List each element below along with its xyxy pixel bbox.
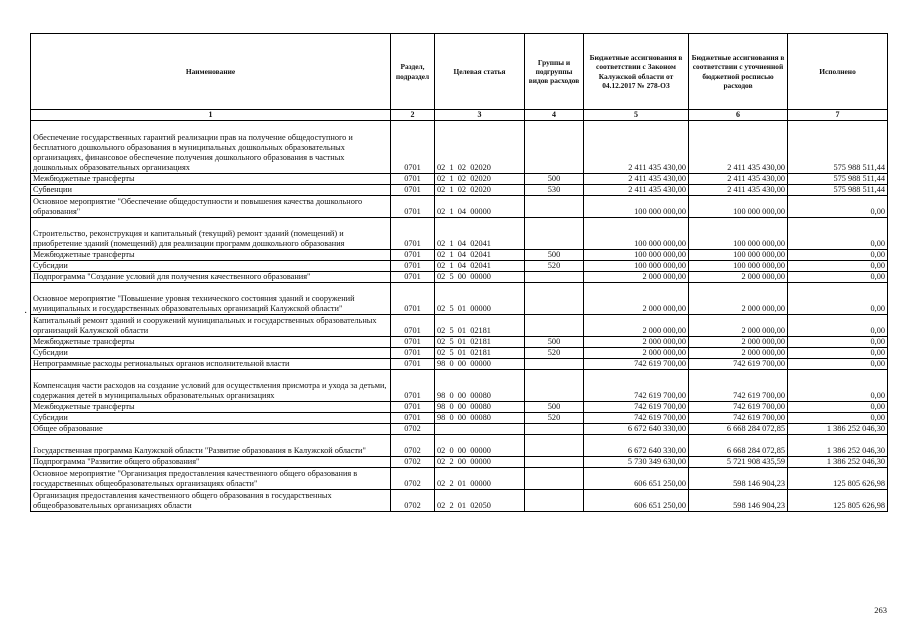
row-refined-amount-cell: 2 000 000,00 [689, 315, 788, 337]
row-refined-amount-cell: 2 411 435 430,00 [689, 185, 788, 196]
row-group-cell [525, 196, 584, 218]
table-row [31, 185, 888, 196]
header-executed: Исполнено [788, 34, 888, 110]
row-law-amount-cell: 100 000 000,00 [584, 196, 689, 218]
table-row [31, 315, 888, 337]
row-section-cell: 0702 [391, 468, 435, 490]
row-article-cell: 98 0 00 00080 [435, 413, 525, 424]
table-row [31, 283, 888, 315]
column-number: 2 [391, 110, 435, 121]
row-article-cell: 02 5 01 02181 [435, 337, 525, 348]
row-executed-amount-cell: 0,00 [788, 250, 888, 261]
row-section-cell: 0702 [391, 457, 435, 468]
row-article-cell: 02 1 04 02041 [435, 218, 525, 250]
row-refined-amount-cell: 2 000 000,00 [689, 283, 788, 315]
column-number: 7 [788, 110, 888, 121]
row-executed-amount-cell: 0,00 [788, 370, 888, 402]
row-group-cell: 520 [525, 348, 584, 359]
row-section-cell: 0702 [391, 435, 435, 457]
row-executed-amount-cell: 125 805 626,98 [788, 468, 888, 490]
row-executed-amount-cell: 0,00 [788, 348, 888, 359]
row-group-cell [525, 121, 584, 174]
row-group-cell [525, 435, 584, 457]
row-name-cell: Субвенции [31, 185, 391, 196]
row-article-cell [435, 424, 525, 435]
row-executed-amount-cell: 575 988 511,44 [788, 121, 888, 174]
table-row [31, 435, 888, 457]
row-group-cell: 500 [525, 402, 584, 413]
page-number: 263 [874, 605, 887, 615]
row-section-cell: 0701 [391, 185, 435, 196]
row-article-cell: 02 1 02 02020 [435, 185, 525, 196]
row-law-amount-cell: 100 000 000,00 [584, 218, 689, 250]
row-group-cell: 530 [525, 185, 584, 196]
row-article-cell: 02 5 01 02181 [435, 348, 525, 359]
row-executed-amount-cell: 0,00 [788, 261, 888, 272]
row-group-cell [525, 490, 584, 512]
row-group-cell: 520 [525, 261, 584, 272]
row-executed-amount-cell: 0,00 [788, 218, 888, 250]
row-refined-amount-cell: 2 000 000,00 [689, 272, 788, 283]
row-law-amount-cell: 742 619 700,00 [584, 413, 689, 424]
row-refined-amount-cell: 100 000 000,00 [689, 250, 788, 261]
row-refined-amount-cell: 100 000 000,00 [689, 196, 788, 218]
row-article-cell: 02 1 04 02041 [435, 261, 525, 272]
row-section-cell: 0702 [391, 490, 435, 512]
table-row [31, 468, 888, 490]
table-row [31, 402, 888, 413]
row-name-cell: Непрограммные расходы региональных органов исполнительной власти [31, 359, 391, 370]
row-refined-amount-cell: 100 000 000,00 [689, 218, 788, 250]
row-section-cell: 0701 [391, 283, 435, 315]
row-article-cell: 02 5 00 00000 [435, 272, 525, 283]
row-name-cell: Капитальный ремонт зданий и сооружений муниципальных и государственных образовательных организаций Калужской области [31, 315, 391, 337]
column-number: 3 [435, 110, 525, 121]
table-row [31, 250, 888, 261]
row-executed-amount-cell: 1 386 252 046,30 [788, 457, 888, 468]
row-name-cell: Подпрограмма "Создание условий для получения качественного образования" [31, 272, 391, 283]
row-section-cell: 0701 [391, 250, 435, 261]
row-refined-amount-cell: 742 619 700,00 [689, 359, 788, 370]
row-refined-amount-cell: 2 000 000,00 [689, 348, 788, 359]
row-section-cell: 0701 [391, 337, 435, 348]
row-name-cell: Компенсация части расходов на создание условий для осуществления присмотра и ухода за детьми, содержания детей в муниципальных образовательных организациях [31, 370, 391, 402]
table-row [31, 348, 888, 359]
row-name-cell: Строительство, реконструкция и капитальный (текущий) ремонт зданий (помещений) и приобретение зданий (помещений) для реализации программ дошкольного образования [31, 218, 391, 250]
row-law-amount-cell: 6 672 640 330,00 [584, 424, 689, 435]
row-name-cell: Подпрограмма "Развитие общего образования" [31, 457, 391, 468]
row-executed-amount-cell: 125 805 626,98 [788, 490, 888, 512]
row-law-amount-cell: 2 000 000,00 [584, 315, 689, 337]
row-group-cell: 520 [525, 413, 584, 424]
row-section-cell: 0702 [391, 424, 435, 435]
column-number: 6 [689, 110, 788, 121]
row-executed-amount-cell: 575 988 511,44 [788, 174, 888, 185]
row-section-cell: 0701 [391, 174, 435, 185]
table-row [31, 337, 888, 348]
table-row [31, 261, 888, 272]
row-law-amount-cell: 606 651 250,00 [584, 490, 689, 512]
row-section-cell: 0701 [391, 196, 435, 218]
margin-mark: · [24, 308, 28, 319]
row-section-cell: 0701 [391, 370, 435, 402]
table-row [31, 424, 888, 435]
row-executed-amount-cell: 0,00 [788, 283, 888, 315]
header-law-allocations: Бюджетные ассигнования в соответствии с Законом Калужской области от 04.12.2017 № 278-ОЗ [584, 34, 689, 110]
row-group-cell [525, 218, 584, 250]
table-header-row [31, 34, 888, 110]
row-name-cell: Основное мероприятие "Повышение уровня технического состояния зданий и сооружений муниципальных и государственных образовательных организаций Калужской области" [31, 283, 391, 315]
row-article-cell: 02 2 01 02050 [435, 490, 525, 512]
row-group-cell [525, 283, 584, 315]
row-executed-amount-cell: 0,00 [788, 359, 888, 370]
row-group-cell [525, 272, 584, 283]
row-section-cell: 0701 [391, 121, 435, 174]
row-section-cell: 0701 [391, 272, 435, 283]
row-article-cell: 02 1 02 02020 [435, 121, 525, 174]
budget-execution-table [30, 33, 888, 512]
row-refined-amount-cell: 2 411 435 430,00 [689, 121, 788, 174]
row-law-amount-cell: 6 672 640 330,00 [584, 435, 689, 457]
row-name-cell: Субсидии [31, 261, 391, 272]
row-name-cell: Общее образование [31, 424, 391, 435]
row-refined-amount-cell: 2 000 000,00 [689, 337, 788, 348]
row-section-cell: 0701 [391, 359, 435, 370]
row-name-cell: Субсидии [31, 348, 391, 359]
row-name-cell: Межбюджетные трансферты [31, 250, 391, 261]
row-name-cell: Основное мероприятие "Обеспечение общедоступности и повышения качества дошкольного образования" [31, 196, 391, 218]
row-refined-amount-cell: 742 619 700,00 [689, 370, 788, 402]
row-law-amount-cell: 5 730 349 630,00 [584, 457, 689, 468]
row-refined-amount-cell: 6 668 284 072,85 [689, 435, 788, 457]
row-section-cell: 0701 [391, 413, 435, 424]
row-refined-amount-cell: 2 411 435 430,00 [689, 174, 788, 185]
row-group-cell [525, 424, 584, 435]
row-law-amount-cell: 742 619 700,00 [584, 359, 689, 370]
row-law-amount-cell: 742 619 700,00 [584, 402, 689, 413]
row-article-cell: 02 2 00 00000 [435, 457, 525, 468]
row-law-amount-cell: 2 411 435 430,00 [584, 174, 689, 185]
row-name-cell: Субсидии [31, 413, 391, 424]
table-row [31, 370, 888, 402]
row-law-amount-cell: 2 000 000,00 [584, 272, 689, 283]
row-name-cell: Межбюджетные трансферты [31, 402, 391, 413]
header-name: Наименование [31, 34, 391, 110]
row-article-cell: 98 0 00 00000 [435, 359, 525, 370]
row-executed-amount-cell: 0,00 [788, 413, 888, 424]
row-article-cell: 02 5 01 00000 [435, 283, 525, 315]
row-executed-amount-cell: 0,00 [788, 337, 888, 348]
row-law-amount-cell: 2 000 000,00 [584, 337, 689, 348]
table-row [31, 413, 888, 424]
row-article-cell: 98 0 00 00080 [435, 370, 525, 402]
row-article-cell: 02 2 01 00000 [435, 468, 525, 490]
table-row [31, 490, 888, 512]
table-body [31, 121, 888, 512]
row-name-cell: Основное мероприятие "Организация предоставления качественного общего образования в государственных общеобразовательных организациях области" [31, 468, 391, 490]
row-executed-amount-cell: 0,00 [788, 315, 888, 337]
row-law-amount-cell: 2 000 000,00 [584, 348, 689, 359]
row-section-cell: 0701 [391, 402, 435, 413]
row-section-cell: 0701 [391, 218, 435, 250]
row-article-cell: 02 1 04 00000 [435, 196, 525, 218]
row-executed-amount-cell: 1 386 252 046,30 [788, 435, 888, 457]
row-section-cell: 0701 [391, 261, 435, 272]
row-group-cell [525, 370, 584, 402]
row-executed-amount-cell: 0,00 [788, 272, 888, 283]
row-group-cell [525, 457, 584, 468]
table-row [31, 121, 888, 174]
table-row [31, 272, 888, 283]
row-article-cell: 02 5 01 02181 [435, 315, 525, 337]
row-section-cell: 0701 [391, 315, 435, 337]
row-refined-amount-cell: 6 668 284 072,85 [689, 424, 788, 435]
column-number: 5 [584, 110, 689, 121]
row-law-amount-cell: 606 651 250,00 [584, 468, 689, 490]
row-article-cell: 02 1 04 02041 [435, 250, 525, 261]
row-group-cell [525, 359, 584, 370]
row-law-amount-cell: 742 619 700,00 [584, 370, 689, 402]
header-target-article: Целевая статья [435, 34, 525, 110]
row-refined-amount-cell: 742 619 700,00 [689, 413, 788, 424]
row-group-cell [525, 468, 584, 490]
row-law-amount-cell: 100 000 000,00 [584, 250, 689, 261]
header-section: Раздел, подраздел [391, 34, 435, 110]
row-name-cell: Обеспечение государственных гарантий реализации прав на получение общедоступного и бесплатного дошкольного образования в муниципальных дошкольных образовательных организациях, финансовое обеспечение получения дошкольного образования в частных дошкольных образовательных организациях [31, 121, 391, 174]
row-group-cell [525, 315, 584, 337]
row-name-cell: Межбюджетные трансферты [31, 174, 391, 185]
table-row [31, 196, 888, 218]
column-number-row [31, 110, 888, 121]
row-executed-amount-cell: 0,00 [788, 402, 888, 413]
row-executed-amount-cell: 1 386 252 046,30 [788, 424, 888, 435]
row-group-cell: 500 [525, 337, 584, 348]
row-refined-amount-cell: 100 000 000,00 [689, 261, 788, 272]
row-refined-amount-cell: 5 721 908 435,59 [689, 457, 788, 468]
header-expense-group: Группы и подгруппы видов расходов [525, 34, 584, 110]
row-law-amount-cell: 100 000 000,00 [584, 261, 689, 272]
row-article-cell: 02 1 02 02020 [435, 174, 525, 185]
row-article-cell: 02 0 00 00000 [435, 435, 525, 457]
header-refined-allocations: Бюджетные ассигнования в соответствии с уточненной бюджетной росписью расходов [689, 34, 788, 110]
row-law-amount-cell: 2 411 435 430,00 [584, 185, 689, 196]
column-number: 4 [525, 110, 584, 121]
row-executed-amount-cell: 575 988 511,44 [788, 185, 888, 196]
row-law-amount-cell: 2 411 435 430,00 [584, 121, 689, 174]
table-row [31, 174, 888, 185]
row-refined-amount-cell: 742 619 700,00 [689, 402, 788, 413]
row-section-cell: 0701 [391, 348, 435, 359]
row-name-cell: Организация предоставления качественного общего образования в государственных общеобразовательных организациях области [31, 490, 391, 512]
table-row [31, 457, 888, 468]
row-executed-amount-cell: 0,00 [788, 196, 888, 218]
row-group-cell: 500 [525, 250, 584, 261]
row-group-cell: 500 [525, 174, 584, 185]
row-name-cell: Межбюджетные трансферты [31, 337, 391, 348]
row-refined-amount-cell: 598 146 904,23 [689, 468, 788, 490]
column-number: 1 [31, 110, 391, 121]
row-name-cell: Государственная программа Калужской области "Развитие образования в Калужской области" [31, 435, 391, 457]
row-article-cell: 98 0 00 00080 [435, 402, 525, 413]
table-row [31, 218, 888, 250]
row-refined-amount-cell: 598 146 904,23 [689, 490, 788, 512]
row-law-amount-cell: 2 000 000,00 [584, 283, 689, 315]
table-row [31, 359, 888, 370]
